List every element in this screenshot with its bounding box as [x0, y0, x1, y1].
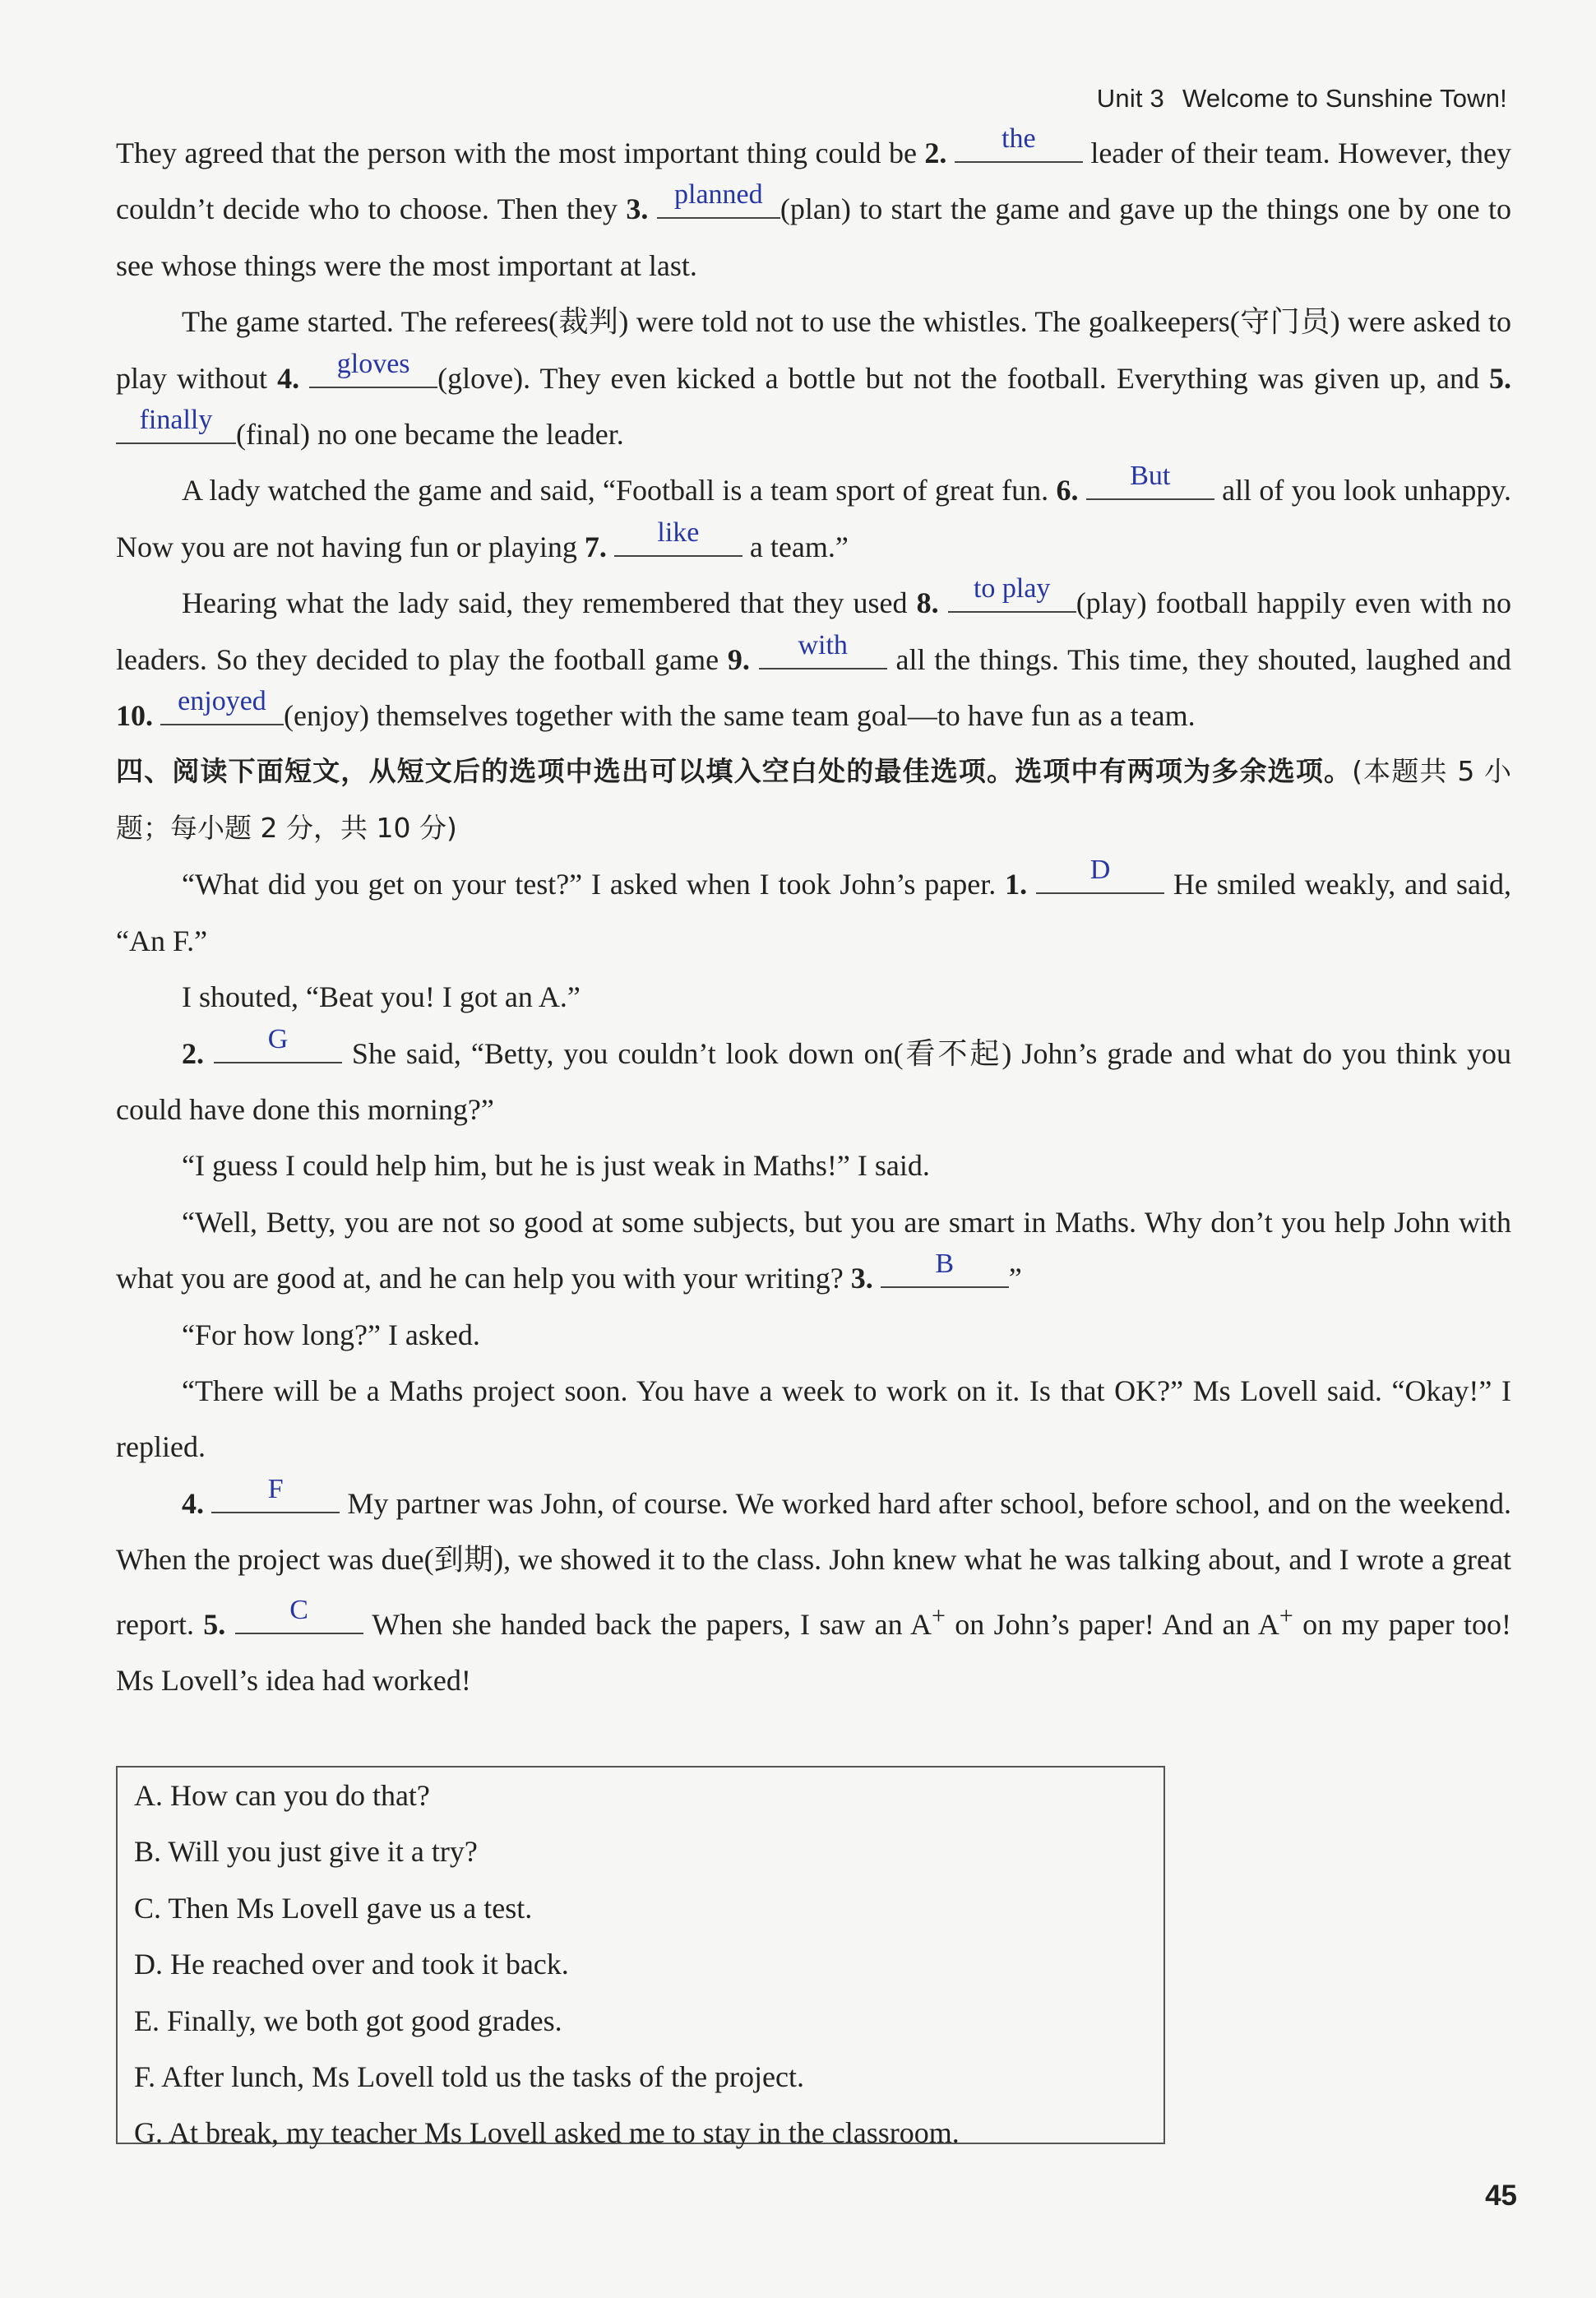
text: ” [1008, 1262, 1022, 1295]
passage2-line: “I guess I could help him, but he is just weak in Maths!” I said. [182, 1149, 930, 1183]
handwritten-answer: like [657, 517, 700, 548]
handwritten-answer: gloves [336, 348, 410, 379]
passage2-paragraph-4 [116, 1473, 1512, 1709]
text: all of you look unhappy. Now you are not having fun or playing [116, 474, 1511, 563]
passage2-line: “There will be a Maths project soon. You have a week to work on it. Is that OK?” Ms Lovell said. “Okay!” I replied. [116, 1374, 1511, 1464]
superscript: + [1279, 1601, 1293, 1629]
text: When she handed back the papers, I saw an A [363, 1607, 932, 1641]
text: (play) football happily even with no leaders. So they decided to play the football game [116, 586, 1512, 676]
answer-blank [1086, 461, 1214, 500]
text: “What did you get on your test?” I asked when I took John’s paper. [182, 868, 1006, 901]
handwritten-answer: the [1002, 123, 1036, 154]
section-title: 四、阅读下面短文，从短文后的选项中选出可以填入空白处的最佳选项。选项中有两项为多余选项。 [116, 755, 1353, 788]
answer-blank [614, 517, 742, 557]
text: on my paper too! Ms Lovell’s idea had worked! [116, 1607, 1512, 1697]
section-heading [116, 744, 1511, 856]
passage2-line: I shouted, “Beat you! I got an A.” [182, 980, 581, 1014]
text: on John’s paper! And an A [945, 1607, 1279, 1641]
question-number: 10. [116, 699, 153, 733]
question-number: 5. [1489, 361, 1511, 395]
text: a team.” [742, 530, 849, 563]
option-e: E. Finally, we both got good grades. [134, 2004, 562, 2037]
option-b: B. Will you just give it a try? [134, 1835, 478, 1869]
question-number: 4. [182, 1486, 204, 1520]
text: He smiled weakly, and said, “An F.” [116, 868, 1512, 957]
answer-blank [948, 573, 1076, 613]
text: (glove). They even kicked a bottle but not the football. Everything was given up, and [437, 361, 1489, 395]
handwritten-answer: D [1089, 855, 1111, 886]
answer-blank [881, 1249, 1009, 1288]
option-c: C. Then Ms Lovell gave us a test. [134, 1891, 533, 1925]
answer-blank [955, 123, 1083, 163]
question-number: 3. [850, 1262, 873, 1295]
options-box [116, 1766, 1165, 2150]
paragraph-3 [116, 462, 1511, 575]
handwritten-answer: B [935, 1249, 955, 1280]
text: “Well, Betty, you are not so good at some subjects, but you are smart in Maths. Why don’t you help John with what you are good at, and he can help you with your writing? [116, 1205, 1511, 1295]
answer-blank [657, 179, 780, 219]
unit-label: Unit 3 [1096, 84, 1164, 113]
option-g: G. At break, my teacher Ms Lovell asked me to stay in the classroom. [134, 2116, 960, 2150]
question-number: 7. [584, 530, 607, 563]
question-number: 4. [277, 361, 300, 395]
text: They agreed that the person with the most important thing could be [116, 137, 925, 169]
option-f: F. After lunch, Ms Lovell told us the tasks of the project. [134, 2060, 804, 2094]
answer-blank [214, 1023, 342, 1063]
handwritten-answer: C [289, 1594, 308, 1625]
passage2-paragraph-3 [116, 1194, 1511, 1307]
answer-blank [235, 1594, 363, 1634]
text: Hearing what the lady said, they remembered that they used [182, 586, 917, 620]
handwritten-answer: But [1130, 461, 1171, 492]
answer-blank [759, 629, 887, 669]
answer-blank [309, 348, 437, 388]
question-number: 2. [924, 137, 947, 169]
text: (enjoy) themselves together with the same team goal—to have fun as a team. [284, 699, 1196, 733]
text: My partner was John, of course. We worked hard after school, before school, and on the weekend. When the project was due(到期), we showed it to the class. John knew what he was talking about, and I wrote a great report. [116, 1486, 1512, 1641]
question-number: 1. [1005, 868, 1028, 901]
question-number: 9. [727, 642, 750, 676]
text: leader of their team. However, they couldn’t decide who to choose. Then they [116, 137, 1511, 226]
paragraph-2 [116, 294, 1511, 462]
option-d: D. He reached over and took it back. [134, 1948, 569, 1981]
question-number: 3. [626, 192, 649, 226]
answer-blank [160, 686, 284, 725]
paragraph-1 [116, 125, 1511, 294]
answer-blank [211, 1473, 340, 1513]
handwritten-answer: with [798, 629, 848, 660]
question-number: 8. [916, 586, 939, 620]
page-header [1097, 84, 1507, 114]
passage2-line: “For how long?” I asked. [182, 1318, 480, 1351]
superscript: + [932, 1601, 946, 1629]
text: all the things. This time, they shouted, laughed and [886, 642, 1511, 676]
passage2-paragraph-2 [116, 1023, 1511, 1138]
question-number: 5. [203, 1607, 226, 1641]
handwritten-answer: to play [973, 573, 1051, 605]
option-a: A. How can you do that? [134, 1779, 430, 1812]
handwritten-answer: planned [674, 179, 763, 211]
answer-blank [116, 405, 236, 444]
unit-title: Welcome to Sunshine Town! [1182, 84, 1507, 113]
text: A lady watched the game and said, “Football is a team sport of great fun. [182, 474, 1057, 507]
handwritten-answer: F [267, 1473, 284, 1504]
handwritten-answer: G [267, 1023, 289, 1054]
text: (final) no one became the leader. [236, 418, 624, 452]
question-number: 2. [182, 1036, 204, 1070]
page-number: 45 [1485, 2180, 1517, 2212]
text: The game started. The referees(裁判) were told not to use the whistles. The goalkeepers(守门员) were asked to play without [116, 305, 1511, 395]
question-number: 6. [1056, 474, 1079, 507]
handwritten-answer: enjoyed [178, 686, 266, 717]
paragraph-4 [116, 575, 1511, 744]
handwritten-answer: finally [139, 405, 213, 436]
text: (plan) to start the game and gave up the things one by one to see whose things were the most important at last. [116, 192, 1511, 282]
text: She said, “Betty, you couldn’t look down on(看不起) John’s grade and what do you think you could have done this morning?” [116, 1036, 1511, 1126]
section-note: (本题共 5 小题；每小题 2 分，共 10 分) [116, 755, 1511, 844]
answer-blank [1036, 855, 1164, 894]
passage2-paragraph-1 [116, 856, 1511, 969]
page-content [116, 125, 1511, 1708]
